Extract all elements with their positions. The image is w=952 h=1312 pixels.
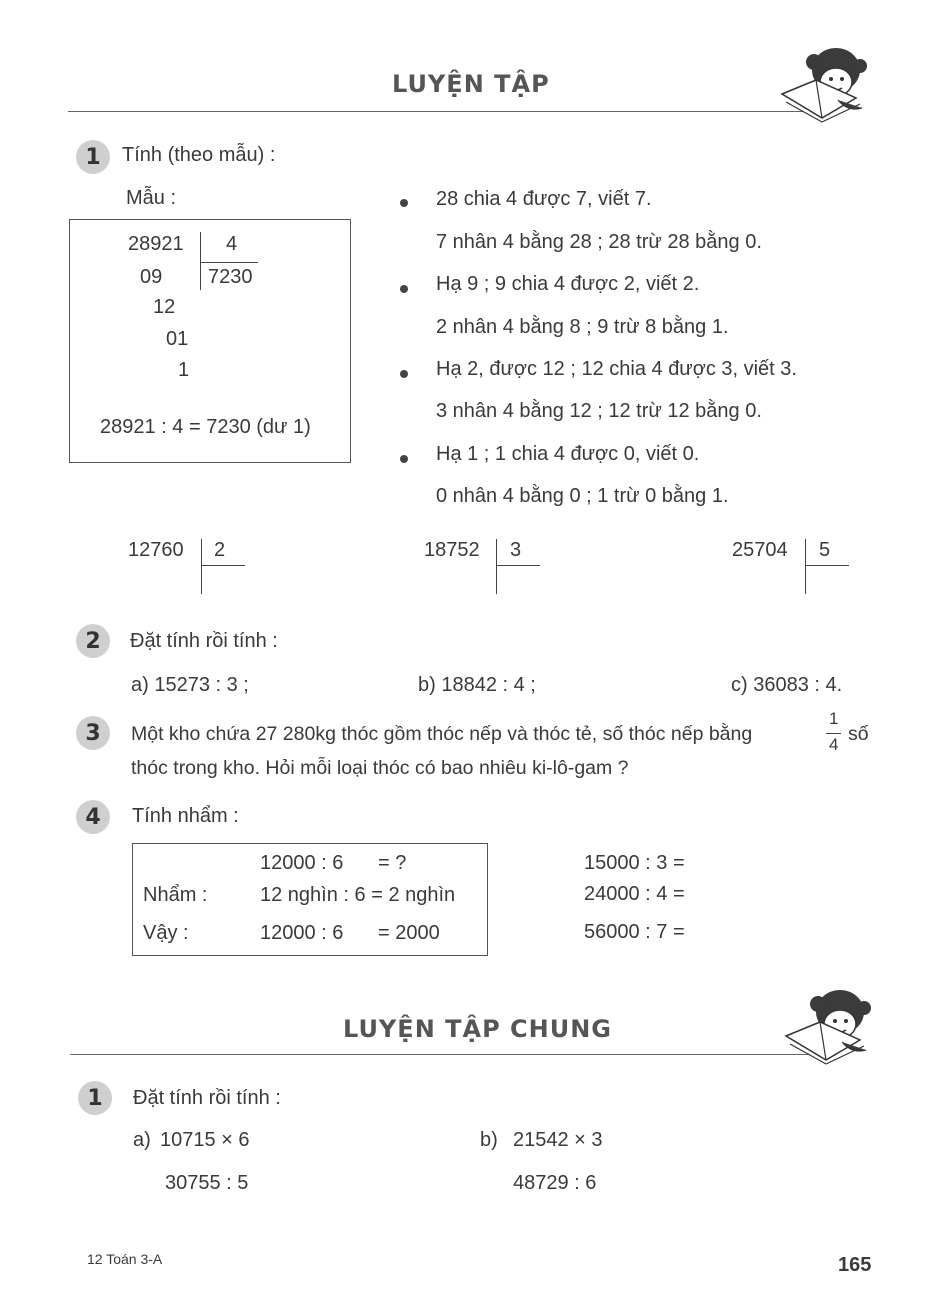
exercise-item: 48729 : 6 [513, 1172, 597, 1194]
explanation-line: 28 chia 4 được 7, viết 7. [436, 188, 652, 210]
exercise-number-badge: 4 [76, 800, 110, 834]
exercise-prompt: Tính nhẩm : [132, 805, 239, 827]
exercise-item: 30755 : 5 [165, 1172, 249, 1194]
exercise-item: b) 18842 : 4 ; [418, 674, 536, 696]
bullet-icon [400, 199, 408, 207]
example-expression: 12000 : 6 [260, 922, 344, 944]
explanation-line: 0 nhân 4 bằng 0 ; 1 trừ 0 bằng 1. [436, 485, 729, 507]
mental-math-item: 15000 : 3 = [584, 852, 685, 874]
fraction-numerator: 1 [829, 709, 839, 728]
section-title-luyen-tap: LUYỆN TẬP [392, 70, 550, 98]
bullet-icon [400, 370, 408, 378]
item-label-b: b) [480, 1129, 498, 1151]
division-bar-vertical [200, 232, 201, 290]
exercise-number-badge: 1 [76, 140, 110, 174]
sample-quotient: 7230 [208, 266, 253, 288]
division-bar-horizontal [201, 565, 245, 566]
sample-dividend: 28921 [128, 233, 184, 255]
exercise-number-badge: 3 [76, 716, 110, 750]
exercise-prompt: Đặt tính rồi tính : [130, 630, 278, 652]
problem-divisor: 2 [214, 539, 226, 561]
explanation-line: Hạ 1 ; 1 chia 4 được 0, viết 0. [436, 443, 700, 465]
example-value: = 2000 [378, 922, 440, 944]
bullet-icon [400, 455, 408, 463]
mental-math-item: 24000 : 4 = [584, 883, 685, 905]
exercise-number-badge: 1 [78, 1081, 112, 1115]
footer-book-label: 12 Toán 3-A [87, 1251, 163, 1267]
explanation-line: Hạ 2, được 12 ; 12 chia 4 được 3, viết 3. [436, 358, 797, 380]
mental-math-item: 56000 : 7 = [584, 921, 685, 943]
word-problem-line: Một kho chứa 27 280kg thóc gồm thóc nếp và thóc tẻ, số thóc nếp bằng [131, 723, 753, 745]
sample-step: 12 [153, 296, 176, 318]
division-bar-vertical [201, 539, 202, 594]
exercise-item: 10715 × 6 [160, 1129, 250, 1151]
sample-step: 01 [166, 328, 189, 350]
sample-result: 28921 : 4 = 7230 (dư 1) [100, 416, 311, 438]
sample-divisor: 4 [226, 233, 238, 255]
exercise-number-badge: 2 [76, 624, 110, 658]
exercise-prompt: Tính (theo mẫu) : [122, 144, 276, 166]
bullet-icon [400, 285, 408, 293]
sample-step: 1 [178, 359, 190, 381]
fraction-bar [826, 733, 841, 734]
problem-divisor: 3 [510, 539, 522, 561]
section-title-luyen-tap-chung: LUYỆN TẬP CHUNG [343, 1015, 613, 1043]
sample-step: 09 [140, 266, 163, 288]
example-value: = ? [378, 852, 407, 874]
division-bar-horizontal [200, 262, 258, 263]
explanation-line: 7 nhân 4 bằng 28 ; 28 trừ 28 bằng 0. [436, 231, 762, 253]
exercise-item: c) 36083 : 4. [731, 674, 843, 696]
exercise-item: 21542 × 3 [513, 1129, 603, 1151]
sample-label: Mẫu : [126, 187, 177, 209]
example-label: Vậy : [143, 922, 189, 944]
example-expression: 12000 : 6 [260, 852, 344, 874]
problem-dividend: 25704 [732, 539, 788, 561]
problem-divisor: 5 [819, 539, 831, 561]
section-divider [70, 1054, 810, 1055]
section-divider [68, 111, 803, 112]
item-label-a: a) [133, 1129, 151, 1151]
word-problem-line: thóc trong kho. Hỏi mỗi loại thóc có bao nhiêu ki-lô-gam ? [131, 757, 629, 779]
exercise-prompt: Đặt tính rồi tính : [133, 1087, 281, 1109]
example-expression: 12 nghìn : 6 = 2 nghìn [260, 884, 456, 906]
exercise-item: a) 15273 : 3 ; [131, 674, 249, 696]
page-number: 165 [838, 1254, 872, 1276]
example-label: Nhẩm : [143, 884, 208, 906]
reading-child-mascot-icon [780, 974, 880, 1074]
reading-child-mascot-icon [776, 32, 876, 132]
word-problem-line-end: số [848, 723, 869, 745]
explanation-line: 2 nhân 4 bằng 8 ; 9 trừ 8 bằng 1. [436, 316, 729, 338]
fraction-denominator: 4 [829, 735, 839, 754]
explanation-line: Hạ 9 ; 9 chia 4 được 2, viết 2. [436, 273, 700, 295]
division-bar-vertical [805, 539, 806, 594]
problem-dividend: 18752 [424, 539, 480, 561]
division-bar-horizontal [805, 565, 849, 566]
explanation-line: 3 nhân 4 bằng 12 ; 12 trừ 12 bằng 0. [436, 400, 762, 422]
problem-dividend: 12760 [128, 539, 184, 561]
division-bar-vertical [496, 539, 497, 594]
division-bar-horizontal [496, 565, 540, 566]
